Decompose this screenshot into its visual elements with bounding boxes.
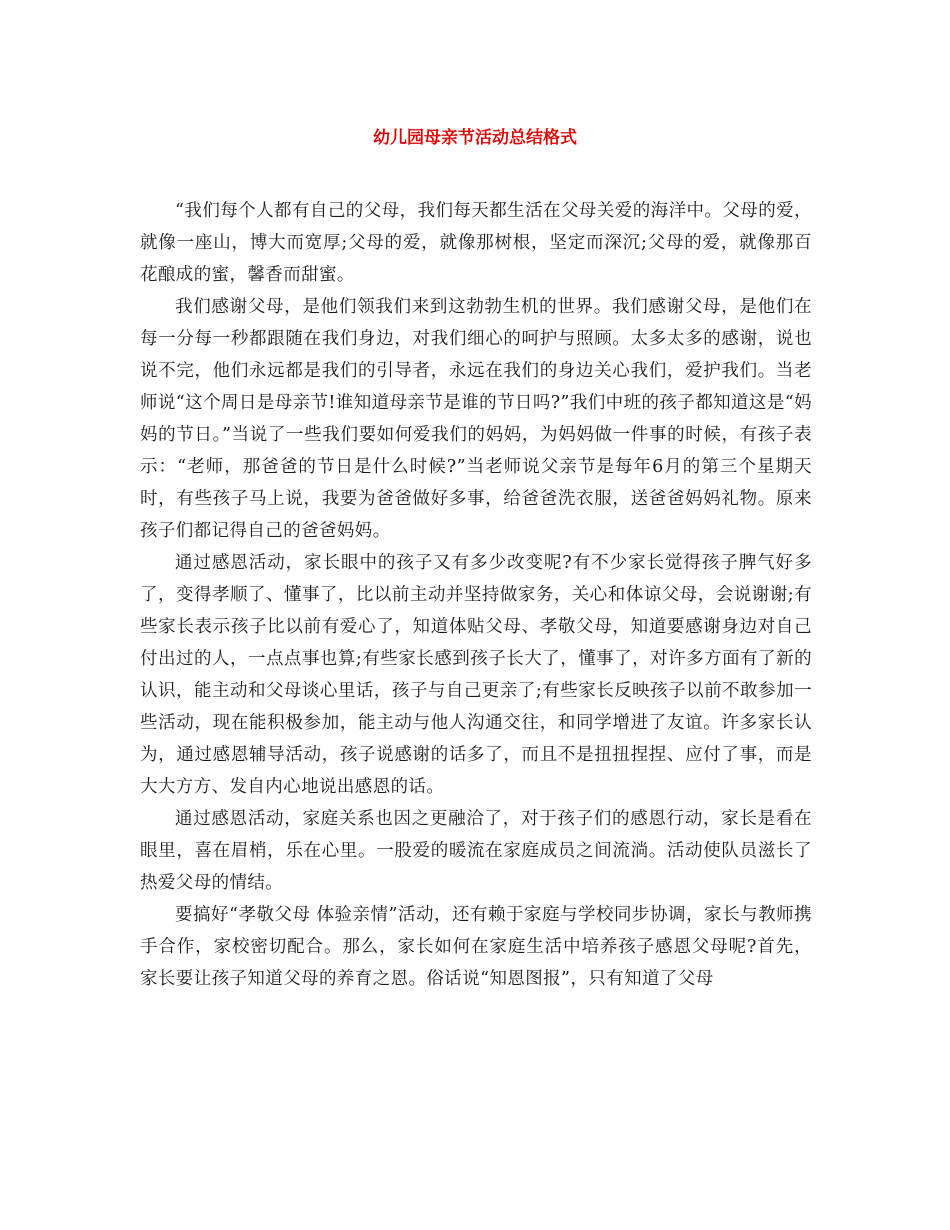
document-title: 幼儿园母亲节活动总结格式 [373,128,577,148]
paragraph: “我们每个人都有自己的父母，我们每天都生活在父母关爱的海洋中。父母的爱，就像一座山，博大而宽厚;父母的爱，就像那树根，坚定而深沉;父母的爱，就像那百花酿成的蜜，馨香而甜蜜。 [140,201,812,285]
document-body [140,195,812,995]
paragraph: 要搞好“孝敬父母 体验亲情”活动，还有赖于家庭与学校同步协调，家长与教师携手合作，家校密切配合。那么，家长如何在家庭生活中培养孩子感恩父母呢?首先，家长要让孩子知道父母的养育之恩。俗话说“知恩图报”，只有知道了父母 [140,905,812,989]
paragraph: 通过感恩活动，家长眼中的孩子又有多少改变呢?有不少家长觉得孩子脾气好多了，变得孝顺了、懂事了，比以前主动并坚持做家务，关心和体谅父母，会说谢谢;有些家长表示孩子比以前有爱心了，知道体贴父母、孝敬父母，知道要感谢身边对自己付出过的人，一点点事也算;有些家长感到孩子长大了，懂事了，对许多方面有了新的认识，能主动和父母谈心里话，孩子与自己更亲了;有些家长反映孩子以前不敢参加一些活动，现在能积极参加，能主动与他人沟通交往，和同学增进了友谊。许多家长认为，通过感恩辅导活动，孩子说感谢的话多了，而且不是扭扭捏捏、应付了事，而是大大方方、发自内心地说出感恩的话。 [140,553,812,797]
paragraph: 通过感恩活动，家庭关系也因之更融洽了，对于孩子们的感恩行动，家长是看在眼里，喜在眉梢，乐在心里。一股爱的暖流在家庭成员之间流淌。活动使队员滋长了热爱父母的情结。 [140,809,812,893]
paragraph: 我们感谢父母，是他们领我们来到这勃勃生机的世界。我们感谢父母，是他们在每一分每一秒都跟随在我们身边，对我们细心的呵护与照顾。太多太多的感谢，说也说不完，他们永远都是我们的引导者，永远在我们的身边关心我们，爱护我们。当老师说“这个周日是母亲节!谁知道母亲节是谁的节日吗?”我们中班的孩子都知道这是“妈妈的节日。”当说了一些我们要如何爱我们的妈妈，为妈妈做一件事的时候，有孩子表示：“老师，那爸爸的节日是什么时候?”当老师说父亲节是每年6月的第三个星期天时，有些孩子马上说，我要为爸爸做好多事，给爸爸洗衣服，送爸爸妈妈礼物。原来孩子们都记得自己的爸爸妈妈。 [140,297,812,541]
